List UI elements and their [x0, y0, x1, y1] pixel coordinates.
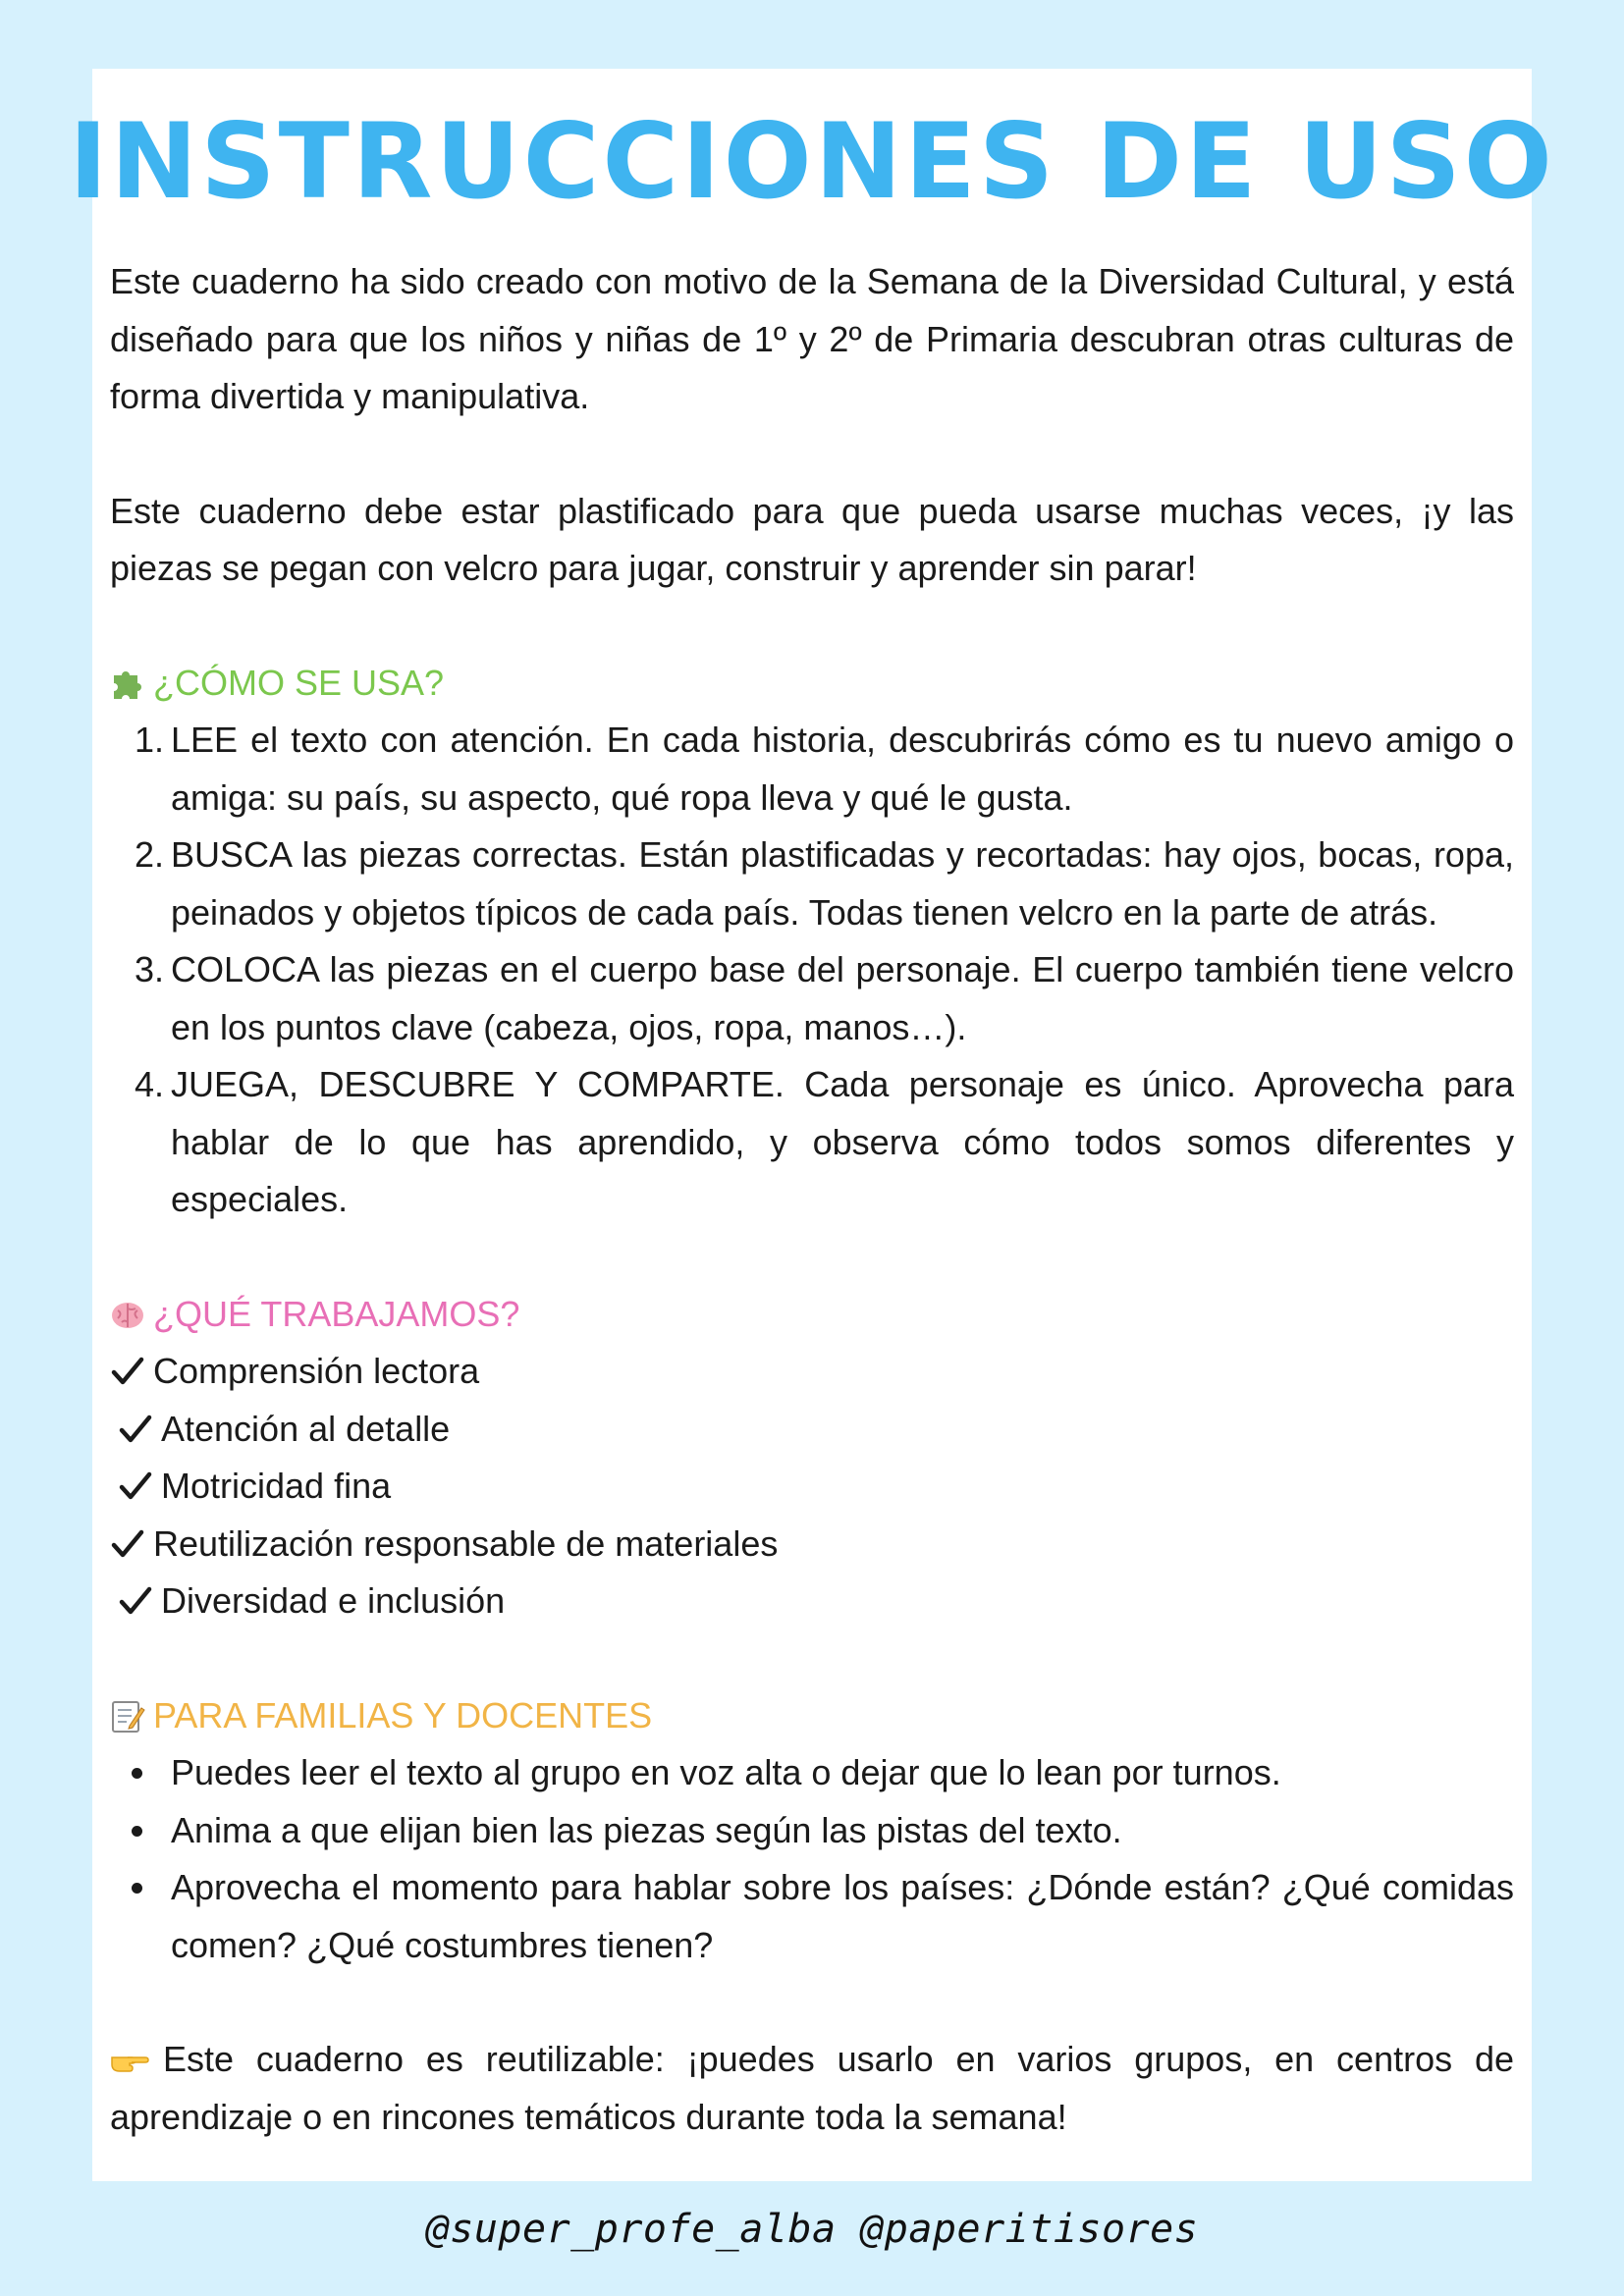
list-item — [110, 1802, 1514, 1860]
check-icon — [110, 1354, 145, 1389]
intro-paragraph-2: Este cuaderno debe estar plastificado para que pueda usarse muchas veces, ¡y las piezas se pegan con velcro para jugar, construir y aprender sin parar! — [110, 490, 1514, 588]
families-list — [110, 1744, 1514, 1974]
step-number: 4. — [135, 1064, 165, 1104]
list-item — [110, 1343, 1514, 1401]
list-item — [110, 1573, 1514, 1630]
skill-label: Motricidad fina — [161, 1466, 392, 1506]
spacer — [110, 1229, 1514, 1286]
skill-label: Reutilización responsable de materiales — [153, 1522, 779, 1564]
list-item — [110, 1056, 1514, 1229]
how-to-heading — [110, 655, 1514, 713]
bullet-text: Aprovecha el momento para hablar sobre los países: ¿Dónde están? ¿Qué comidas comen? ¿Qué costumbres tienen? — [171, 1867, 1514, 1965]
families-heading — [110, 1687, 1514, 1745]
step-text: BUSCA las piezas correctas. Están plastificadas y recortadas: hay ojos, bocas, ropa, peinados y objetos típicos de cada país. Todas tienen velcro en la parte de atrás. — [171, 834, 1514, 933]
list-item — [110, 1744, 1514, 1802]
skill-label: Diversidad e inclusión — [161, 1580, 506, 1621]
step-number: 2. — [135, 834, 165, 875]
spacer — [110, 598, 1514, 655]
list-item — [110, 1401, 1514, 1459]
brain-icon — [110, 1297, 145, 1332]
how-to-steps — [110, 712, 1514, 1229]
step-text: COLOCA las piezas en el cuerpo base del personaje. El cuerpo también tiene velcro en los puntos clave (cabeza, ojos, ropa, manos…). — [171, 949, 1514, 1047]
bullet-icon — [132, 1768, 142, 1779]
step-number: 3. — [135, 949, 165, 989]
main-content — [110, 253, 1514, 2146]
closing-text: Este cuaderno es reutilizable: ¡puedes usarlo en varios grupos, en centros de aprendizaje o en rincones temáticos durante toda la semana! — [110, 2039, 1514, 2137]
pointing-hand-icon — [110, 2046, 149, 2075]
how-to-heading-label: ¿CÓMO SE USA? — [153, 662, 445, 703]
step-number: 1. — [135, 720, 165, 760]
list-item — [110, 712, 1514, 827]
bullet-icon — [132, 1883, 142, 1894]
intro-paragraph-1: Este cuaderno ha sido creado con motivo de la Semana de la Diversidad Cultural, y está diseñado para que los niños y niñas de 1º y 2º de Primaria descubran otras culturas de forma divertida y manipulativa. — [110, 261, 1514, 416]
bullet-text: Puedes leer el texto al grupo en voz alta o dejar que lo lean por turnos. — [171, 1752, 1281, 1792]
puzzle-icon — [110, 666, 145, 701]
page-title: INSTRUCCIONES DE USO — [69, 101, 1555, 222]
bullet-icon — [132, 1826, 142, 1837]
spacer — [110, 426, 1514, 483]
skill-label: Comprensión lectora — [153, 1351, 480, 1391]
check-icon — [118, 1468, 153, 1504]
check-icon — [118, 1412, 153, 1447]
skills-heading — [110, 1286, 1514, 1344]
skills-heading-label: ¿QUÉ TRABAJAMOS? — [153, 1293, 520, 1334]
check-icon — [110, 1526, 145, 1562]
list-item — [110, 941, 1514, 1056]
list-item — [110, 1516, 1514, 1574]
bullet-text: Anima a que elijan bien las piezas según las pistas del texto. — [171, 1809, 1122, 1850]
closing-paragraph — [110, 2031, 1514, 2146]
list-item — [110, 1859, 1514, 1974]
list-item — [110, 1458, 1514, 1516]
families-heading-label: PARA FAMILIAS Y DOCENTES — [153, 1694, 653, 1735]
memo-icon — [110, 1698, 145, 1734]
footer-credits: @super_profe_alba @paperitisores — [425, 2207, 1199, 2252]
step-text: LEE el texto con atención. En cada historia, descubrirás cómo es tu nuevo amigo o amiga: su país, su aspecto, qué ropa lleva y qué le gusta. — [171, 720, 1514, 818]
step-text: JUEGA, DESCUBRE Y COMPARTE. Cada personaje es único. Aprovecha para hablar de lo que has aprendido, y observa cómo todos somos diferentes y especiales. — [171, 1064, 1514, 1219]
spacer — [110, 1630, 1514, 1687]
spacer — [110, 1974, 1514, 2031]
check-icon — [118, 1583, 153, 1619]
list-item — [110, 827, 1514, 941]
skill-label: Atención al detalle — [161, 1408, 451, 1449]
